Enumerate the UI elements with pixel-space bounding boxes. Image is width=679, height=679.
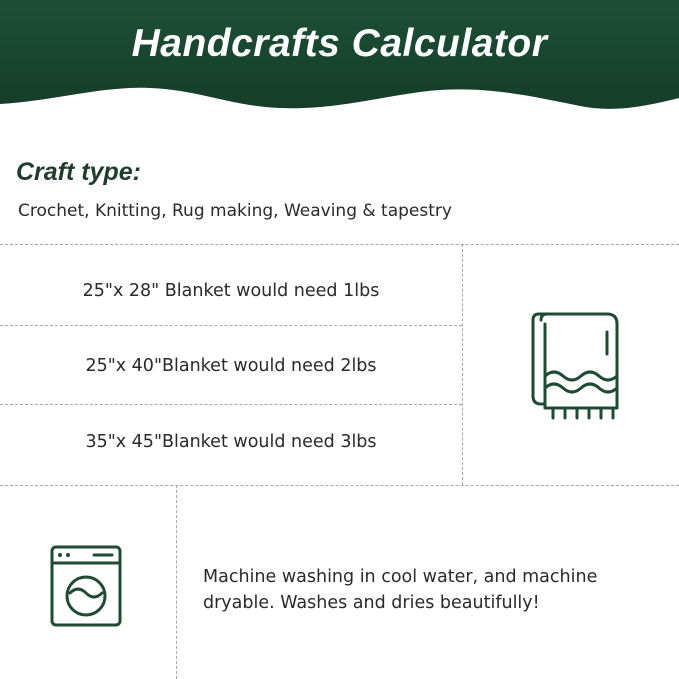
craft-type-list: Crochet, Knitting, Rug making, Weaving & tapestry	[18, 201, 452, 221]
craft-type-heading: Craft type:	[16, 158, 142, 186]
blanket-icon	[527, 310, 623, 422]
washing-instructions	[203, 564, 663, 616]
blanket-size-row-3: 35"x 45"Blanket would need 3lbs	[85, 432, 377, 452]
divider-row-1	[0, 325, 462, 326]
header-banner	[0, 0, 679, 120]
divider-top	[0, 244, 679, 245]
washing-line-1: Machine washing in cool water, and machine	[203, 567, 598, 587]
washing-machine-icon	[50, 545, 122, 627]
divider-bottom	[0, 485, 679, 486]
blanket-size-row-1: 25"x 28" Blanket would need 1lbs	[82, 281, 380, 301]
page-title: Handcrafts Calculator	[131, 22, 548, 65]
blanket-size-row-2: 25"x 40"Blanket would need 2lbs	[85, 356, 377, 376]
divider-vertical-lower	[176, 485, 177, 679]
divider-row-2	[0, 404, 462, 405]
washing-line-2: dryable. Washes and dries beautifully!	[203, 593, 540, 613]
divider-vertical-right	[462, 244, 463, 485]
